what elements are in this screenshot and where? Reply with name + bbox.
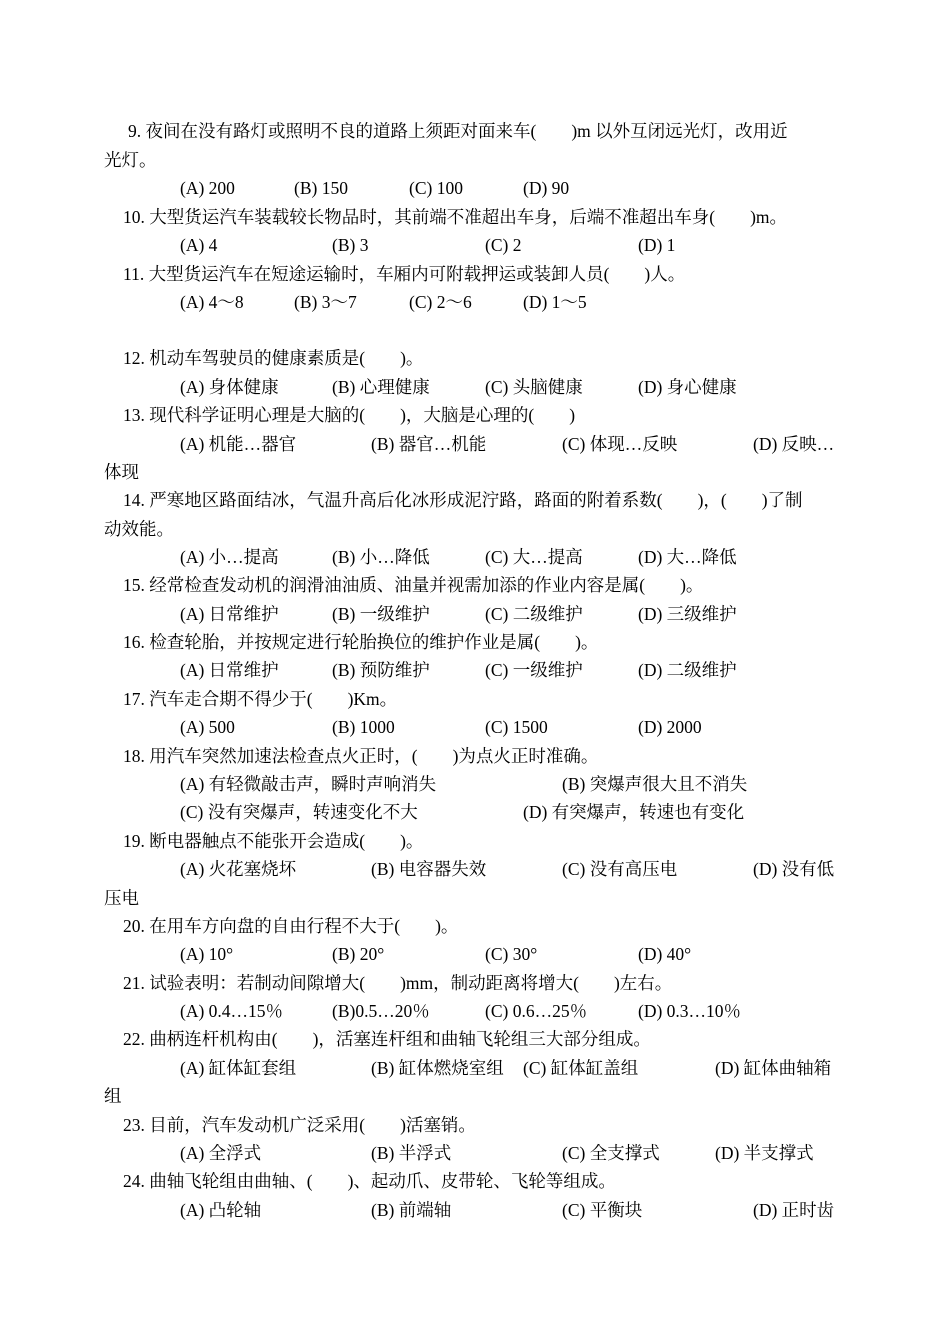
question-16-option-c: (C) 一级维护 (485, 660, 583, 680)
question-9-option-c: (C) 100 (409, 178, 463, 198)
question-9-option-a: (A) 200 (180, 178, 235, 198)
question-9-option-d: (D) 90 (523, 178, 570, 198)
question-11-option-c: (C) 2～6 (409, 292, 472, 312)
question-22-option-d-cont: 组 (104, 1086, 122, 1106)
question-22-option-a: (A) 缸体缸套组 (180, 1058, 297, 1078)
question-12-option-d: (D) 身心健康 (638, 377, 737, 397)
question-17-option-a: (A) 500 (180, 717, 235, 737)
question-15-option-c: (C) 二级维护 (485, 604, 583, 624)
question-22-stem: 22. 曲柄连杆机构由( )，活塞连杆组和曲轴飞轮组三大部分组成。 (123, 1029, 651, 1049)
question-24-option-a: (A) 凸轮轴 (180, 1200, 262, 1220)
question-16-option-b: (B) 预防维护 (332, 660, 430, 680)
question-15-option-a: (A) 日常维护 (180, 604, 279, 624)
question-24-option-b: (B) 前端轴 (371, 1200, 452, 1220)
question-19-option-d-cont: 压电 (104, 888, 139, 908)
question-10-option-c: (C) 2 (485, 235, 522, 255)
question-18-stem: 18. 用汽车突然加速法检查点火正时，( )为点火正时准确。 (123, 746, 599, 766)
question-22-option-c: (C) 缸体缸盖组 (523, 1058, 639, 1078)
question-11-stem: 11. 大型货运汽车在短途运输时，车厢内可附载押运或装卸人员( )人。 (123, 264, 686, 284)
question-23-option-b: (B) 半浮式 (371, 1143, 452, 1163)
question-17-option-d: (D) 2000 (638, 717, 702, 737)
question-20-option-d: (D) 40° (638, 944, 692, 964)
question-10-option-b: (B) 3 (332, 235, 369, 255)
question-23-option-a: (A) 全浮式 (180, 1143, 262, 1163)
question-13-option-c: (C) 体现…反映 (562, 434, 678, 454)
question-18-option-b: (B) 突爆声很大且不消失 (562, 774, 748, 794)
question-21-option-d: (D) 0.3…10％ (638, 1001, 742, 1021)
question-14-stem: 14. 严寒地区路面结冰，气温升高后化冰形成泥泞路，路面的附着系数( )，( )了制 (123, 490, 803, 510)
question-18-option-d: (D) 有突爆声，转速也有变化 (523, 802, 745, 822)
question-9-option-b: (B) 150 (294, 178, 348, 198)
question-13-option-d-cont: 体现 (104, 462, 139, 482)
question-17-option-b: (B) 1000 (332, 717, 395, 737)
question-9-stem-cont: 光灯。 (104, 150, 157, 170)
question-11-option-a: (A) 4～8 (180, 292, 244, 312)
question-14-option-c: (C) 大…提高 (485, 547, 583, 567)
question-12-option-b: (B) 心理健康 (332, 377, 430, 397)
question-19-option-d: (D) 没有低 (753, 859, 835, 879)
question-23-stem: 23. 目前，汽车发动机广泛采用( )活塞销。 (123, 1115, 476, 1135)
question-10-option-a: (A) 4 (180, 235, 218, 255)
question-9-stem: 9. 夜间在没有路灯或照明不良的道路上须距对面来车( )m 以外互闭远光灯，改用近 (128, 121, 788, 141)
question-13-option-b: (B) 器官…机能 (371, 434, 487, 454)
question-15-option-d: (D) 三级维护 (638, 604, 737, 624)
question-22-option-d: (D) 缸体曲轴箱 (715, 1058, 832, 1078)
question-17-stem: 17. 汽车走合期不得少于( )Km。 (123, 689, 398, 709)
question-14-stem-cont: 动效能。 (104, 519, 174, 539)
question-19-stem: 19. 断电器触点不能张开会造成( )。 (123, 831, 424, 851)
question-23-option-d: (D) 半支撑式 (715, 1143, 814, 1163)
question-13-option-a: (A) 机能…器官 (180, 434, 297, 454)
question-15-option-b: (B) 一级维护 (332, 604, 430, 624)
question-12-option-a: (A) 身体健康 (180, 377, 279, 397)
question-24-stem: 24. 曲轴飞轮组由曲轴、( )、起动爪、皮带轮、飞轮等组成。 (123, 1171, 616, 1191)
question-13-option-d: (D) 反映… (753, 434, 835, 454)
question-24-option-d: (D) 正时齿 (753, 1200, 835, 1220)
question-12-stem: 12. 机动车驾驶员的健康素质是( )。 (123, 348, 424, 368)
question-11-option-d: (D) 1～5 (523, 292, 587, 312)
question-23-option-c: (C) 全支撑式 (562, 1143, 660, 1163)
question-12-option-c: (C) 头脑健康 (485, 377, 583, 397)
question-10-option-d: (D) 1 (638, 235, 676, 255)
question-21-option-c: (C) 0.6…25％ (485, 1001, 588, 1021)
question-20-option-c: (C) 30° (485, 944, 538, 964)
question-11-option-b: (B) 3～7 (294, 292, 357, 312)
question-20-option-b: (B) 20° (332, 944, 385, 964)
question-14-option-d: (D) 大…降低 (638, 547, 737, 567)
question-19-option-b: (B) 电容器失效 (371, 859, 487, 879)
question-21-option-a: (A) 0.4…15％ (180, 1001, 284, 1021)
question-21-option-b: (B)0.5…20％ (332, 1001, 430, 1021)
question-16-stem: 16. 检查轮胎，并按规定进行轮胎换位的维护作业是属( )。 (123, 632, 599, 652)
question-14-option-b: (B) 小…降低 (332, 547, 430, 567)
question-24-option-c: (C) 平衡块 (562, 1200, 643, 1220)
question-17-option-c: (C) 1500 (485, 717, 548, 737)
question-13-stem: 13. 现代科学证明心理是大脑的( )，大脑是心理的( ) (123, 405, 576, 425)
question-14-option-a: (A) 小…提高 (180, 547, 279, 567)
question-19-option-c: (C) 没有高压电 (562, 859, 678, 879)
question-18-option-c: (C) 没有突爆声，转速变化不大 (180, 802, 418, 822)
question-19-option-a: (A) 火花塞烧坏 (180, 859, 297, 879)
question-20-stem: 20. 在用车方向盘的自由行程不大于( )。 (123, 916, 459, 936)
question-15-stem: 15. 经常检查发动机的润滑油油质、油量并视需加添的作业内容是属( )。 (123, 575, 704, 595)
question-20-option-a: (A) 10° (180, 944, 234, 964)
question-16-option-d: (D) 二级维护 (638, 660, 737, 680)
question-21-stem: 21. 试验表明：若制动间隙增大( )mm，制动距离将增大( )左右。 (123, 973, 673, 993)
question-10-stem: 10. 大型货运汽车装载较长物品时，其前端不准超出车身，后端不准超出车身( )m。 (123, 207, 788, 227)
question-16-option-a: (A) 日常维护 (180, 660, 279, 680)
question-18-option-a: (A) 有轻微敲击声，瞬时声响消失 (180, 774, 437, 794)
question-22-option-b: (B) 缸体燃烧室组 (371, 1058, 504, 1078)
